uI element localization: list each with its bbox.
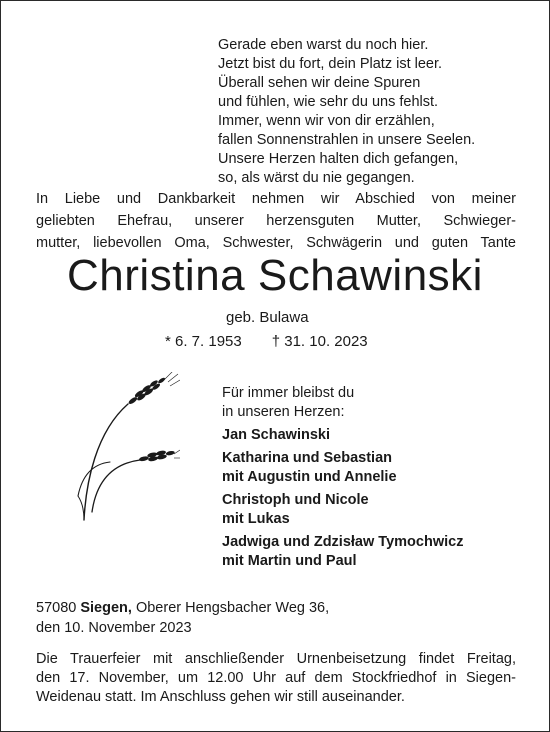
mourner-line: Jan Schawinski — [222, 427, 330, 443]
lead-line: Für immer bleibst du — [222, 385, 355, 401]
intro-line: geliebten Ehefrau, unserer herzensguten Mutter, Schwieger- — [36, 213, 516, 229]
mourner-line: Christoph und Nicole — [222, 492, 369, 508]
poem — [218, 36, 528, 188]
poem-line: Jetzt bist du fort, dein Platz ist leer. — [218, 56, 443, 72]
service-line: Weidenau statt. Im Anschluss gehen wir still auseinander. — [36, 689, 405, 705]
intro-text — [36, 188, 516, 254]
poem-line: und fühlen, wie sehr du uns fehlst. — [218, 94, 439, 110]
mourner-group — [222, 426, 532, 445]
mourner-group — [222, 533, 532, 571]
date-line: den 10. November 2023 — [36, 620, 192, 636]
intro-line: mutter, liebevollen Oma, Schwester, Schwägerin und guten Tante — [36, 235, 516, 251]
mourner-group — [222, 449, 532, 487]
wheat-ears-icon — [70, 372, 180, 522]
intro-line: In Liebe und Dankbarkeit nehmen wir Abschied von meiner — [36, 191, 516, 207]
lead-line: in unseren Herzen: — [222, 404, 345, 420]
poem-line: so, als wärst du nie gegangen. — [218, 170, 415, 186]
service-line: Die Trauerfeier mit anschließender Urnenbeisetzung findet Freitag, — [36, 651, 516, 667]
poem-line: Unsere Herzen halten dich gefangen, — [218, 151, 459, 167]
mourners-list — [222, 384, 532, 571]
postcode: 57080 — [36, 600, 77, 616]
address-block — [36, 598, 516, 638]
city: Siegen, — [80, 600, 132, 616]
poem-line: Überall sehen wir deine Spuren — [218, 75, 421, 91]
mourner-line: Jadwiga und Zdzisław Tymochwicz — [222, 534, 464, 550]
poem-line: Gerade eben warst du noch hier. — [218, 37, 429, 53]
mourner-line: mit Lukas — [222, 511, 290, 527]
birth-date: * 6. 7. 1953 — [165, 333, 242, 350]
service-line: den 17. November, um 12.00 Uhr auf dem Stockfriedhof in Siegen- — [36, 670, 516, 686]
death-date: † 31. 10. 2023 — [271, 333, 368, 350]
poem-line: fallen Sonnenstrahlen in unsere Seelen. — [218, 132, 476, 148]
deceased-name: Christina Schawinski — [67, 251, 483, 300]
street: Oberer Hengsbacher Weg 36, — [135, 600, 330, 616]
mourner-group — [222, 491, 532, 529]
mourners-lead — [222, 384, 532, 422]
address-line — [36, 598, 516, 618]
life-dates — [165, 333, 368, 350]
poem-line: Immer, wenn wir von dir erzählen, — [218, 113, 435, 129]
mourner-line: mit Augustin und Annelie — [222, 469, 397, 485]
mourner-line: Katharina und Sebastian — [222, 450, 393, 466]
mourner-line: mit Martin und Paul — [222, 553, 357, 569]
funeral-service-info — [36, 650, 516, 707]
maiden-name: geb. Bulawa — [226, 309, 309, 326]
